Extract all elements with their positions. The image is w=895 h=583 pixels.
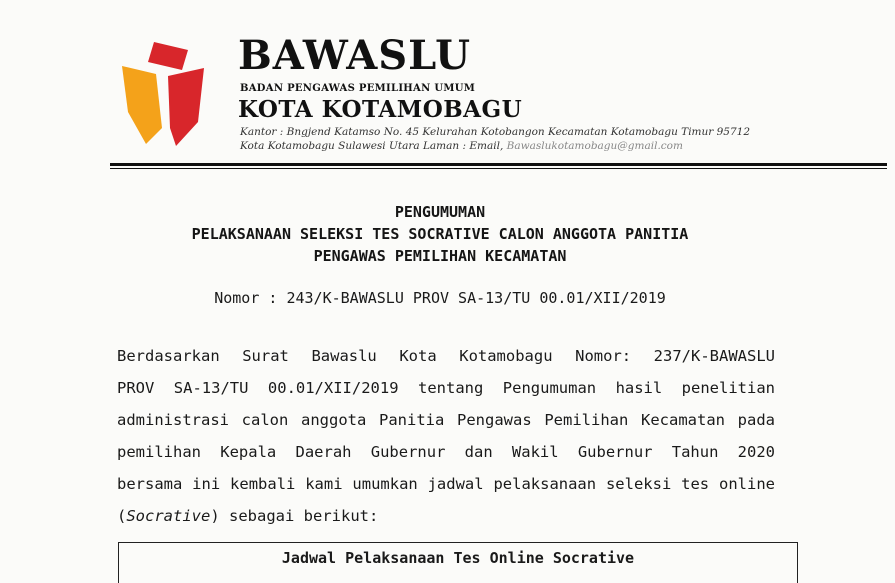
body-line: administrasi calon anggota Panitia Pengawas Pemilihan Kecamatan pada — [117, 411, 775, 429]
body-line-last — [117, 500, 775, 532]
address-line-1: Kantor : Bngjend Katamso No. 45 Kelurahan Kotobangon Kecamatan Kotamobagu Timur 95712 — [240, 126, 751, 138]
body-line: PROV SA-13/TU 00.01/XII/2019 tentang Pengumuman hasil penelitian — [117, 379, 775, 397]
announcement-subject-line-2: PENGAWAS PEMILIHAN KECAMATAN — [313, 247, 567, 265]
org-full-name: BADAN PENGAWAS PEMILIHAN UMUM — [240, 83, 476, 94]
body-line: pemilihan Kepala Daerah Gubernur dan Wakil Gubernur Tahun 2020 — [117, 443, 775, 461]
org-city: KOTA KOTAMOBAGU — [238, 96, 523, 123]
header-rule-thick — [110, 163, 887, 166]
email-text: Bawaslukotamobagu@gmail.com — [506, 140, 683, 152]
header-rule-thin — [110, 168, 887, 169]
body-line: Berdasarkan Surat Bawaslu Kota Kotamobagu Nomor: 237/K-BAWASLU — [117, 347, 775, 365]
body-line: bersama ini kembali kami umumkan jadwal pelaksanaan seleksi tes online — [117, 475, 775, 493]
body-line-rest: ) sebagai berikut: — [210, 507, 379, 525]
bawaslu-logo-icon — [116, 36, 208, 152]
address-line-2 — [240, 140, 683, 152]
announcement-subject-line-1: PELAKSANAAN SELEKSI TES SOCRATIVE CALON ANGGOTA PANITIA — [191, 225, 689, 243]
body-paragraph — [117, 340, 775, 532]
org-name: BAWASLU — [238, 32, 471, 79]
schedule-table — [118, 542, 798, 583]
announcement-heading: PENGUMUMAN — [394, 203, 486, 221]
schedule-table-title: Jadwal Pelaksanaan Tes Online Socrative — [281, 549, 635, 567]
paren-open: ( — [117, 507, 127, 525]
address-line-2-text: Kota Kotamobagu Sulawesi Utara Laman : Email, — [240, 140, 507, 152]
socrative-italic: Socrative — [126, 507, 211, 525]
announcement-number: Nomor : 243/K-BAWASLU PROV SA-13/TU 00.01/XII/2019 — [214, 289, 666, 307]
